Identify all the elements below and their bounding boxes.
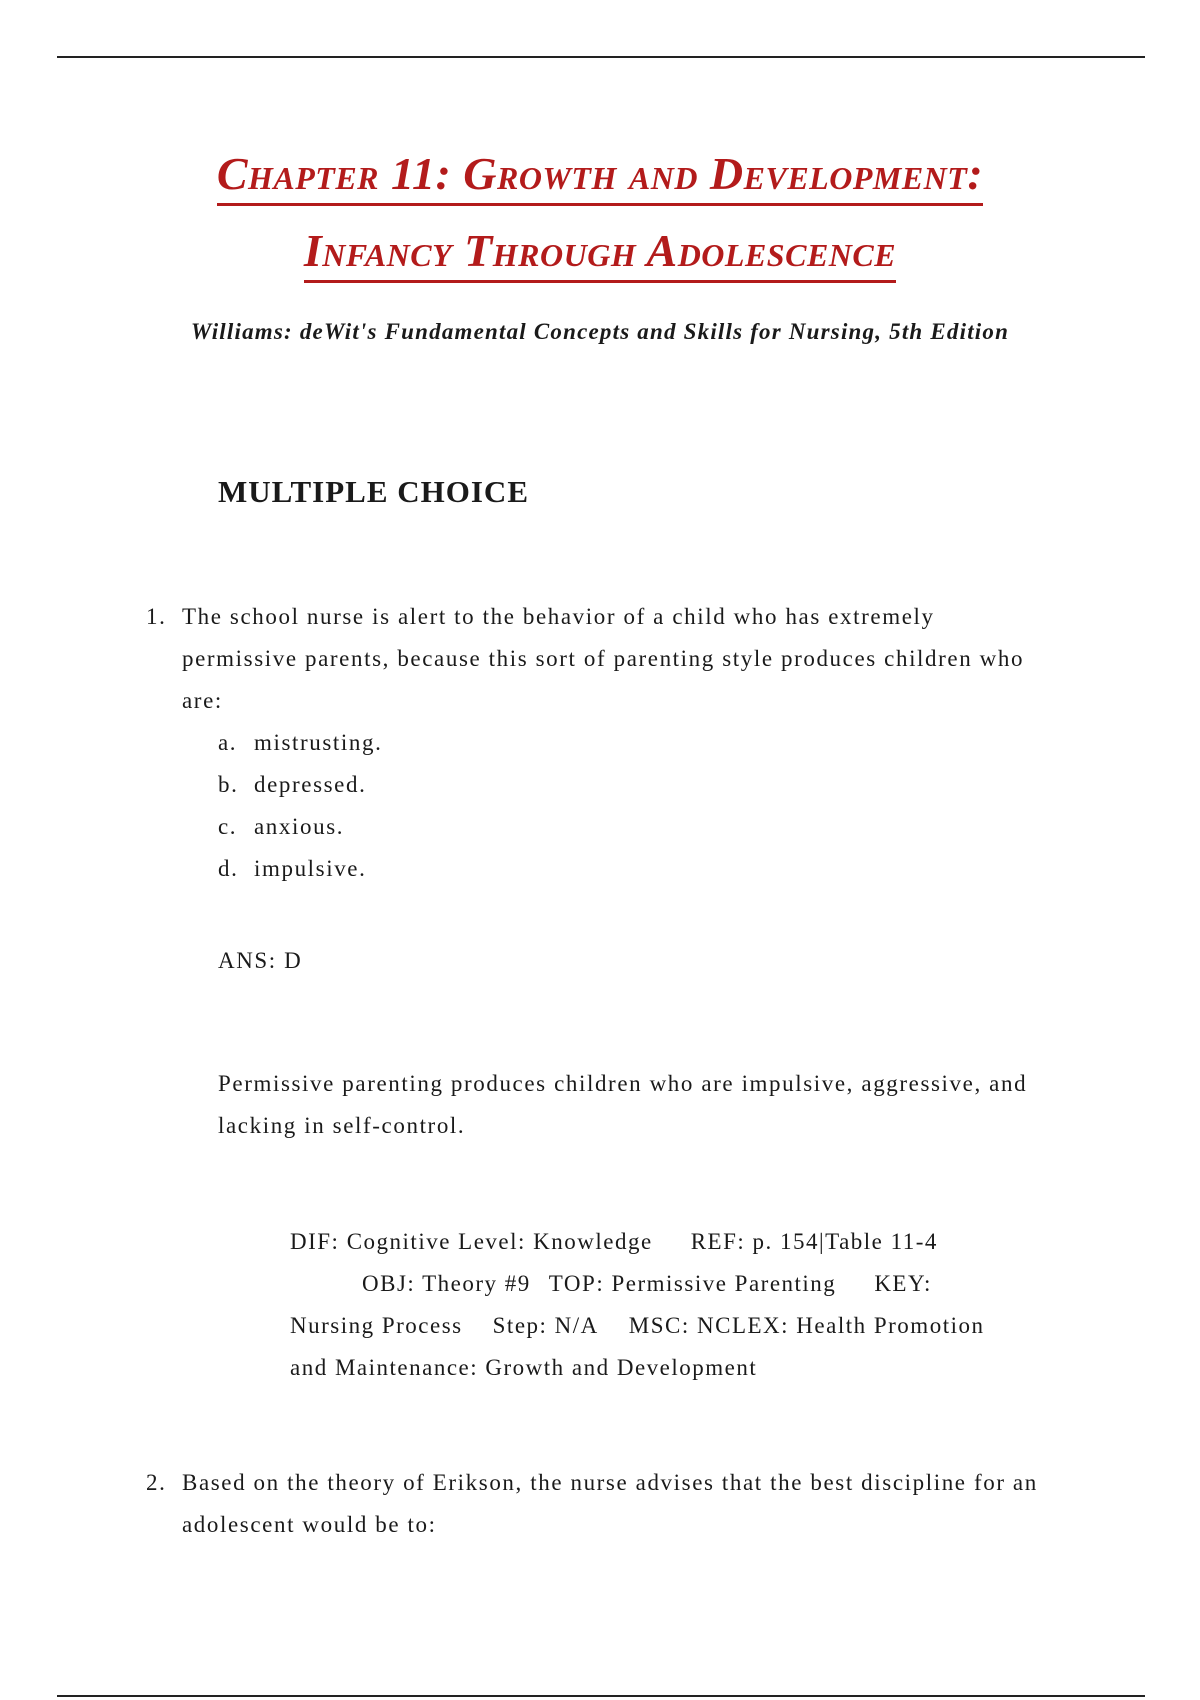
answer-options xyxy=(218,722,382,890)
answer-key: ANS: D xyxy=(218,948,303,973)
metadata-row-3 xyxy=(290,1305,1070,1347)
meta-msc-continued: and Maintenance: Growth and Development xyxy=(290,1355,758,1380)
option-text: depressed. xyxy=(254,772,367,797)
question-1 xyxy=(146,596,1046,722)
question-2 xyxy=(146,1462,1046,1546)
chapter-title-line-1: Chapter 11: Growth and Development: xyxy=(0,151,1200,197)
option-letter: b. xyxy=(218,772,239,797)
book-subtitle: Williams: deWit's Fundamental Concepts and Skills for Nursing, 5th Edition xyxy=(190,319,1010,344)
question-metadata xyxy=(290,1221,1070,1389)
section-heading: MULTIPLE CHOICE xyxy=(218,474,529,509)
meta-topic: TOP: Permissive Parenting xyxy=(548,1271,837,1296)
meta-difficulty: DIF: Cognitive Level: Knowledge xyxy=(290,1229,653,1254)
metadata-row-2 xyxy=(290,1263,1070,1305)
question-number: 2. xyxy=(146,1470,167,1495)
bottom-rule xyxy=(57,1695,1145,1697)
option-a xyxy=(218,722,382,764)
meta-step: Step: N/A xyxy=(492,1313,599,1338)
option-text: anxious. xyxy=(254,814,345,839)
question-number: 1. xyxy=(146,604,167,629)
option-c xyxy=(218,806,382,848)
question-stem: Based on the theory of Erikson, the nurse advises that the best discipline for an adolescent would be to: xyxy=(182,1470,1038,1537)
top-rule xyxy=(57,56,1145,58)
meta-reference: REF: p. 154|Table 11-4 xyxy=(690,1229,938,1254)
meta-key-value: Nursing Process xyxy=(290,1313,463,1338)
metadata-row-4 xyxy=(290,1347,1070,1389)
option-text: mistrusting. xyxy=(254,730,383,755)
option-d xyxy=(218,848,382,890)
metadata-row-1 xyxy=(290,1221,1070,1263)
option-text: impulsive. xyxy=(254,856,367,881)
option-letter: c. xyxy=(218,814,238,839)
answer-rationale: Permissive parenting produces children who are impulsive, aggressive, and lacking in self-control. xyxy=(218,1071,1028,1138)
meta-msc: MSC: NCLEX: Health Promotion xyxy=(628,1313,985,1338)
question-stem: The school nurse is alert to the behavior of a child who has extremely permissive parents, because this sort of parenting style produces children who are: xyxy=(182,604,1025,713)
option-letter: d. xyxy=(218,856,239,881)
meta-key-label: KEY: xyxy=(874,1271,932,1296)
option-letter: a. xyxy=(218,730,238,755)
option-b xyxy=(218,764,382,806)
meta-objective: OBJ: Theory #9 xyxy=(362,1271,531,1296)
chapter-title-line-2: Infancy Through Adolescence xyxy=(0,228,1200,274)
